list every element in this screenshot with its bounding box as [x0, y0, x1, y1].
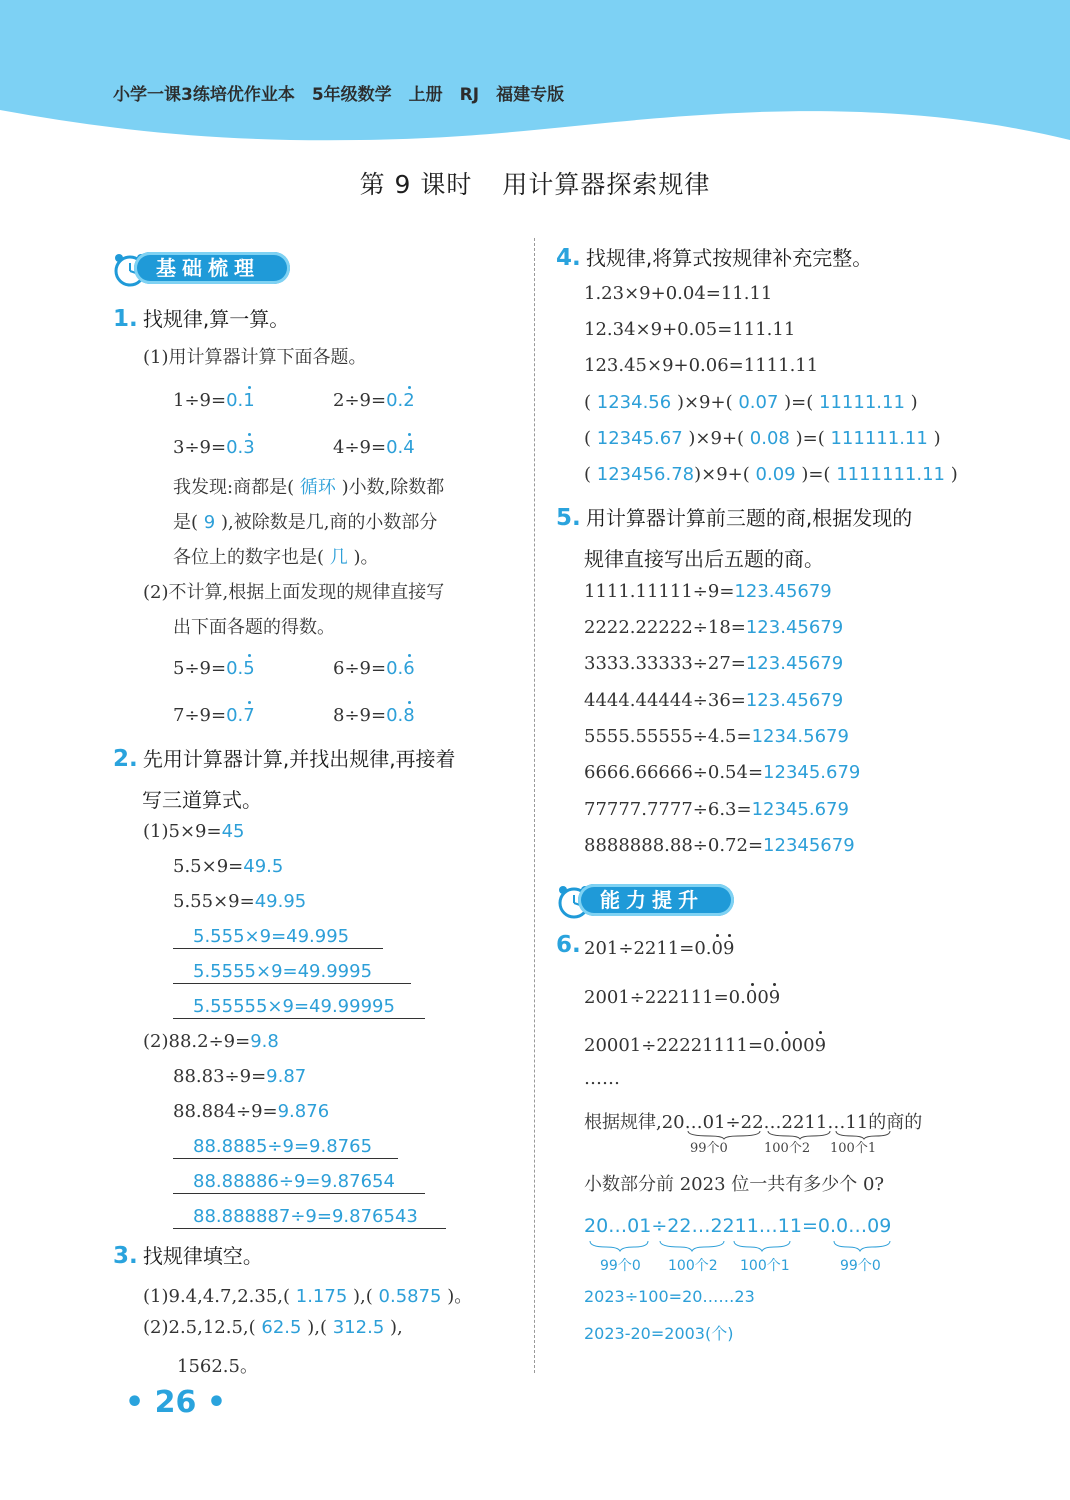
q5-item-3: 3333.33333÷27=123.45679: [584, 653, 844, 674]
page-title: 第 9 课时 用计算器探索规律: [359, 170, 711, 199]
q2-heading-cont: 写三道算式。: [142, 788, 262, 812]
q6-rule: 根据规律,20…01÷22…2211…11的商的: [584, 1112, 923, 1133]
q2-p2-eq-1: (2)88.2÷9=9.8: [143, 1031, 279, 1052]
q6-brace-label-3: 100个1: [830, 1141, 877, 1156]
q2-p2-eq-3: 88.884÷9=9.876: [173, 1101, 330, 1122]
q1-eq-5: 5÷9=0.5: [173, 658, 255, 679]
q2-p2-line-3: 88.888887÷9=9.876543: [173, 1206, 446, 1229]
q3-line-2: (2)2.5,12.5,( 62.5 ),( 312.5 ),: [143, 1317, 403, 1338]
q1-eq-3: 3÷9=0.3: [173, 437, 255, 458]
q5-item-2: 2222.22222÷18=123.45679: [584, 617, 844, 638]
q5-heading-cont: 规律直接写出后五题的商。: [584, 547, 824, 571]
q2-p1-eq-3: 5.55×9=49.95: [173, 891, 307, 912]
q6-question: 小数部分前 2023 位一共有多少个 0?: [584, 1174, 885, 1195]
q1-part2-line2: 出下面各题的得数。: [173, 617, 335, 638]
q6-brace-label-2: 100个2: [764, 1141, 811, 1156]
q2-p1-line-2: 5.5555×9=49.9995: [173, 961, 411, 984]
q6-answer-line1: 20…01÷22…2211…11=0.0…09: [584, 1215, 892, 1237]
q1-eq-7: 7÷9=0.7: [173, 705, 255, 726]
q1-part1: (1)用计算器计算下面各题。: [143, 347, 367, 368]
q5-item-5: 5555.55555÷4.5=1234.5679: [584, 726, 849, 747]
q5-item-1: 1111.11111÷9=123.45679: [584, 581, 832, 602]
q6-brace-label-1: 99个0: [690, 1141, 728, 1156]
q4-heading: 4. 找规律,将算式按规律补充完整。: [556, 245, 873, 271]
q1-finding-line3: 各位上的数字也是( 几 )。: [173, 547, 379, 568]
header-book-info: 小学一课3练培优作业本 5年级数学 上册 RJ 福建专版: [113, 85, 565, 105]
q3-line-3: 1562.5。: [177, 1356, 258, 1377]
q6-answer-brace-1: 99个0: [600, 1258, 641, 1274]
q1-eq-6: 6÷9=0.6: [333, 658, 415, 679]
q2-p1-line-3: 5.55555×9=49.99995: [173, 996, 425, 1019]
q6-heading: 6.: [556, 932, 581, 958]
q6-answer-line2: 2023÷100=20……23: [584, 1287, 755, 1306]
section-badge-advanced: 能力提升: [556, 882, 746, 918]
q1-eq-2: 2÷9=0.2: [333, 390, 415, 411]
q3-line-1: (1)9.4,4.7,2.35,( 1.175 ),( 0.5875 )。: [143, 1286, 473, 1307]
q5-item-4: 4444.44444÷36=123.45679: [584, 690, 844, 711]
page-number: • 26 •: [125, 1385, 226, 1420]
q2-p1-eq-1: (1)5×9=45: [143, 821, 245, 842]
section-badge-basic: 基础梳理: [112, 250, 302, 286]
q6-answer-line3: 2023-20=2003(个): [584, 1324, 734, 1343]
q6-answer-brace-2: 100个2: [668, 1258, 718, 1274]
q6-eq-1: 201÷2211=0.09: [584, 938, 735, 959]
q4-fill-1: ( 1234.56 )×9+( 0.07 )=( 11111.11 ): [584, 392, 918, 413]
q5-item-7: 77777.7777÷6.3=12345.679: [584, 799, 849, 820]
q4-fill-2: ( 12345.67 )×9+( 0.08 )=( 111111.11 ): [584, 428, 941, 449]
q2-p2-line-2: 88.88886÷9=9.87654: [173, 1171, 425, 1194]
q1-eq-1: 1÷9=0.1: [173, 390, 255, 411]
q1-finding-line1: 我发现:商都是( 循环 )小数,除数都: [173, 477, 445, 498]
q2-p2-eq-2: 88.83÷9=9.87: [173, 1066, 307, 1087]
q4-given-1: 1.23×9+0.04=11.11: [584, 283, 773, 304]
q1-heading: 1. 找规律,算一算。: [113, 306, 290, 332]
q1-eq-8: 8÷9=0.8: [333, 705, 415, 726]
q6-eq-2: 2001÷222111=0.009: [584, 987, 781, 1008]
q2-p1-line-1: 5.555×9=49.995: [173, 926, 383, 949]
q6-ellipsis: ……: [584, 1068, 620, 1089]
column-divider: [534, 238, 535, 1373]
q6-answer-brace-4: 99个0: [840, 1258, 881, 1274]
q4-given-2: 12.34×9+0.05=111.11: [584, 319, 796, 340]
q6-eq-3: 20001÷22221111=0.0009: [584, 1035, 827, 1056]
q5-heading: 5. 用计算器计算前三题的商,根据发现的: [556, 505, 913, 531]
q3-heading: 3. 找规律填空。: [113, 1243, 263, 1269]
q1-part2-line1: (2)不计算,根据上面发现的规律直接写: [143, 582, 445, 603]
q6-answer-brace-3: 100个1: [740, 1258, 790, 1274]
q5-item-8: 8888888.88÷0.72=12345679: [584, 835, 855, 856]
q1-finding-line2: 是( 9 ),被除数是几,商的小数部分: [173, 512, 438, 533]
q6-answer-braces: [584, 1240, 914, 1252]
q1-eq-4: 4÷9=0.4: [333, 437, 415, 458]
q4-fill-3: ( 123456.78)×9+( 0.09 )=( 1111111.11 ): [584, 464, 958, 485]
q4-given-3: 123.45×9+0.06=1111.11: [584, 355, 819, 376]
q2-heading: 2. 先用计算器计算,并找出规律,再接着: [113, 746, 456, 772]
q5-item-6: 6666.66666÷0.54=12345.679: [584, 762, 861, 783]
q2-p2-line-1: 88.8885÷9=9.8765: [173, 1136, 398, 1159]
q2-p1-eq-2: 5.5×9=49.5: [173, 856, 284, 877]
